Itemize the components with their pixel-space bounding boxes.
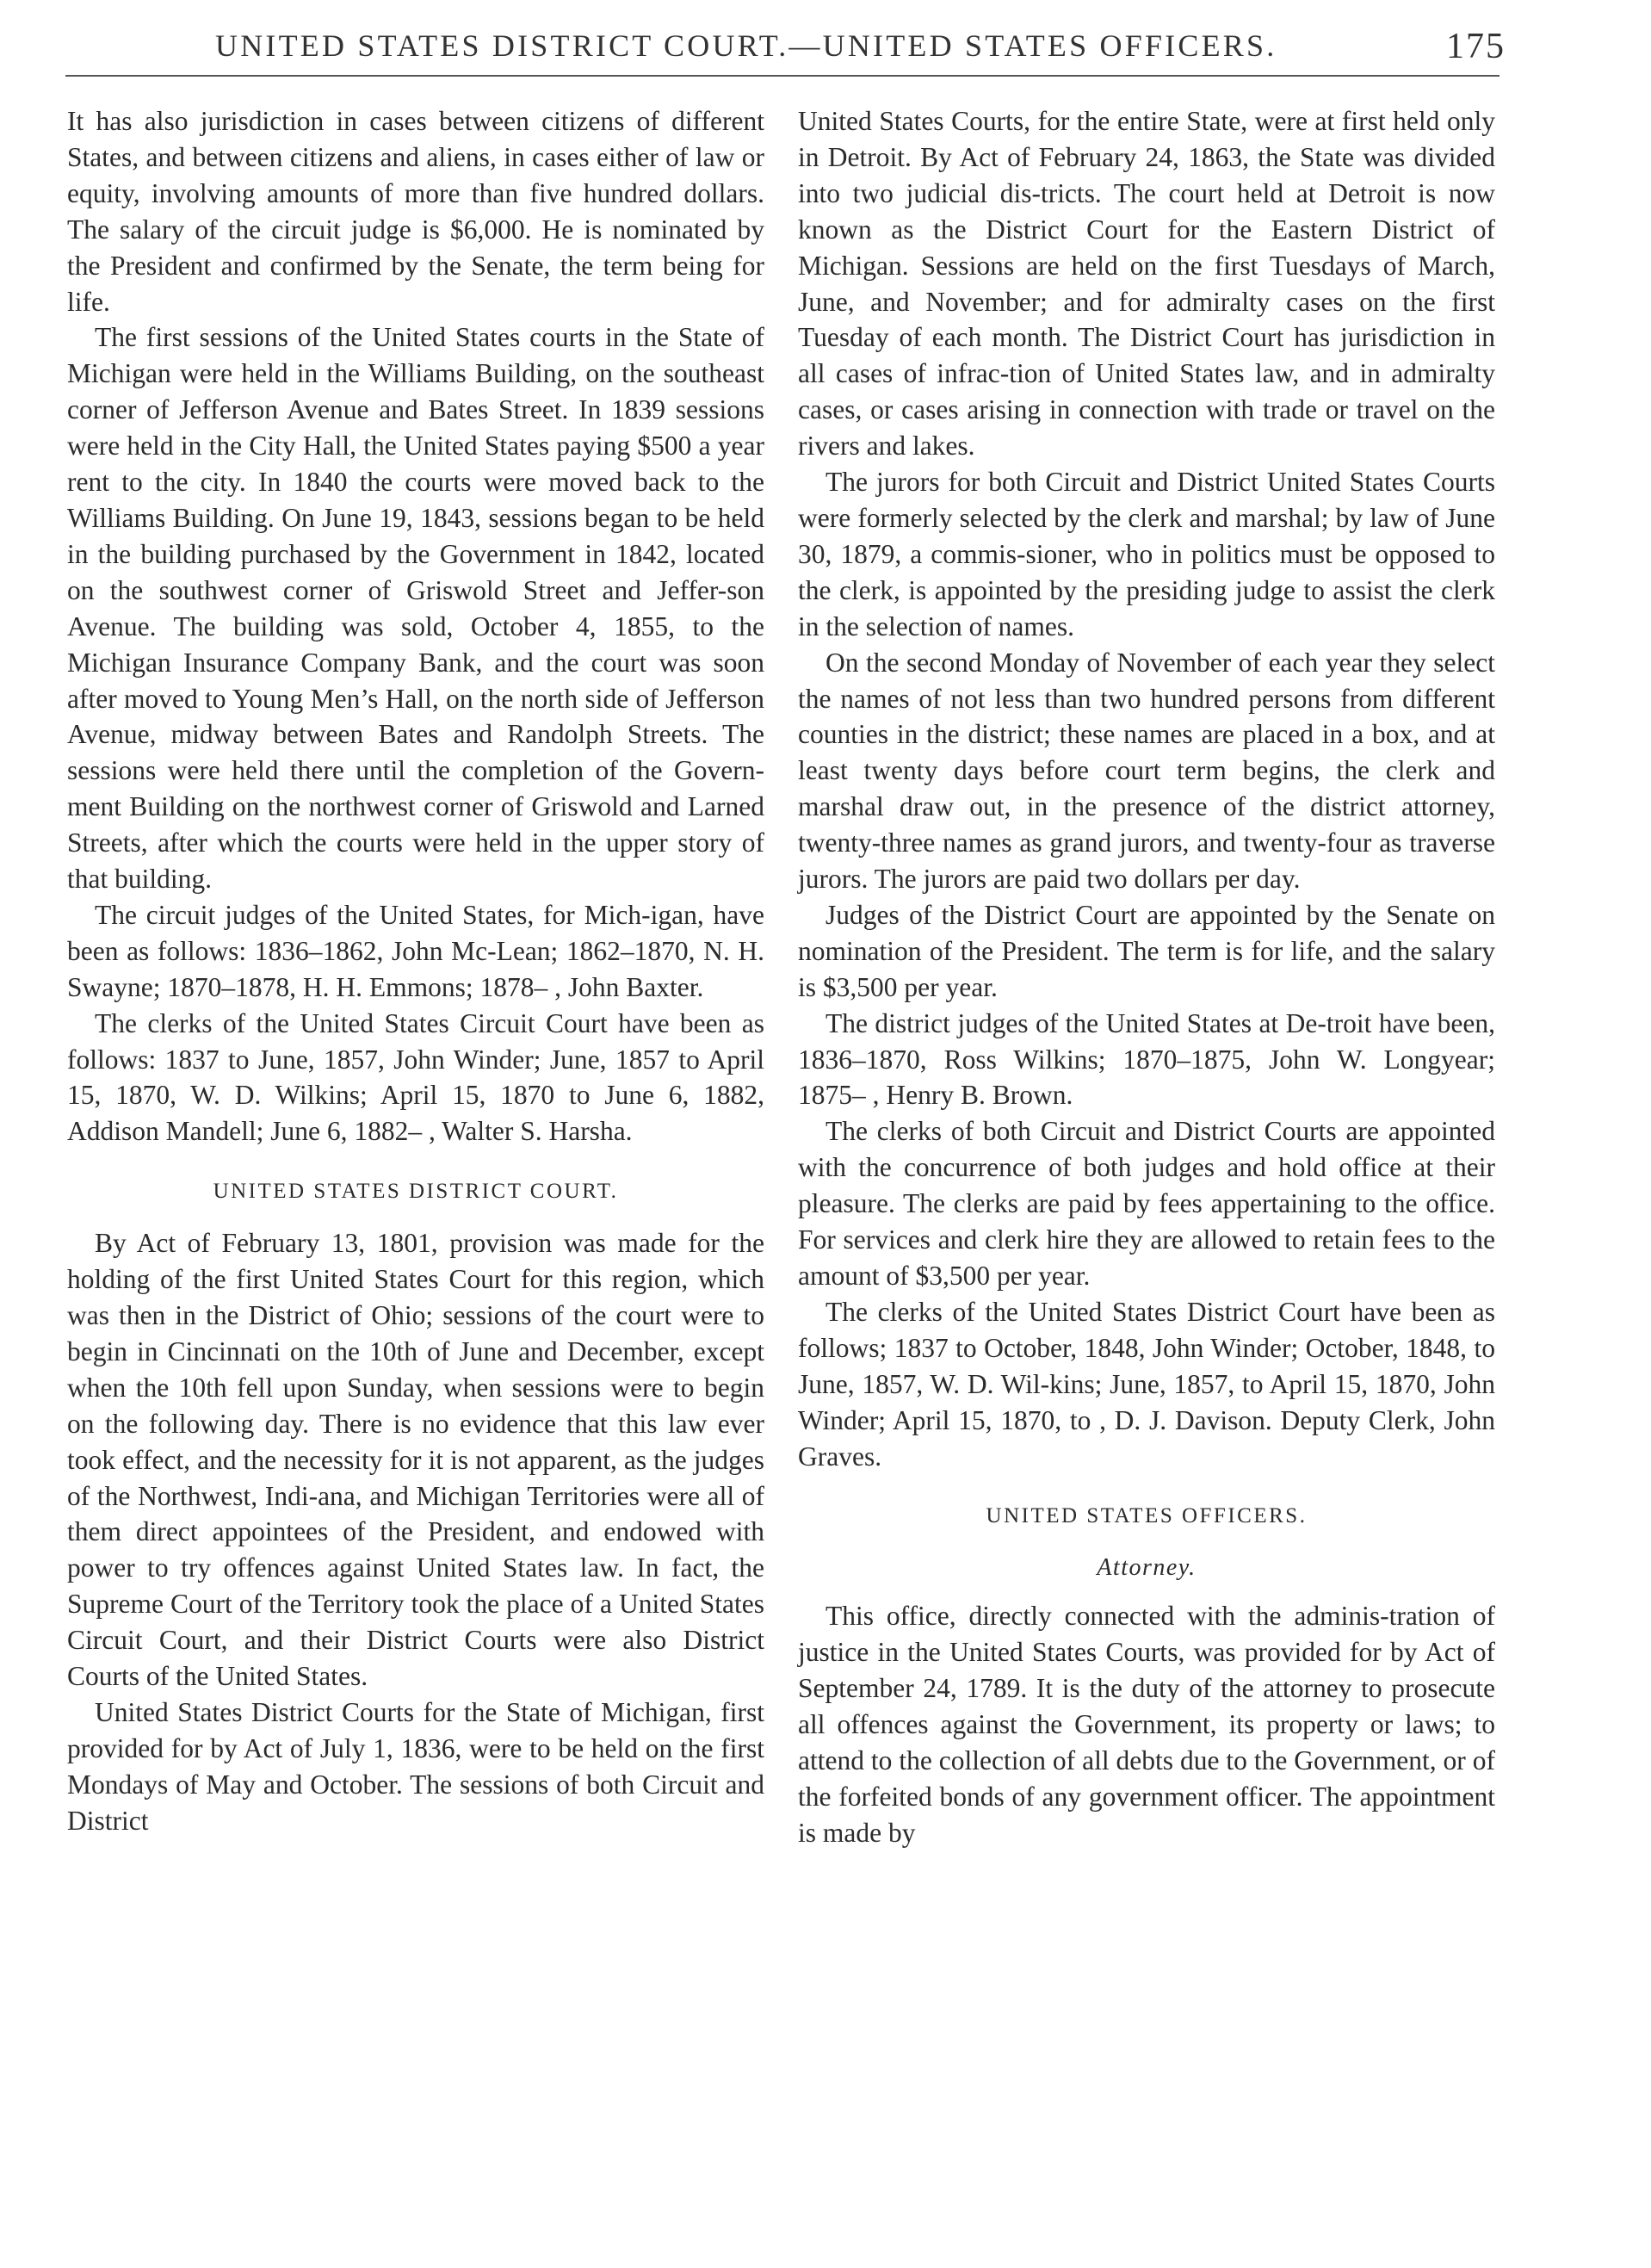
section-heading-officers: UNITED STATES OFFICERS. [986, 1504, 1308, 1528]
paragraph: United States Courts, for the entire State, were at first held only in Detroit. By Act of February 24, 1863, the State was divided into two judicial dis-tricts. The court held at Detroit is now known as the District Court for the Eastern District of Michigan. Sessions are held on the first Tuesdays of March, June, and November; and for admiralty cases on the first Tuesday of each month. The District Court has jurisdiction in all cases of infrac-tion of United States law, and in admiralty cases, or cases arising in connection with trade or travel on the rivers and lakes. [798, 106, 1495, 462]
section-heading-district-court: UNITED STATES DISTRICT COURT. [213, 1180, 619, 1204]
paragraph: This office, directly connected with the adminis-tration of justice in the United States Courts, was provided for by Act of September 24, 1789. It is the duty of the attorney to prosecute all offences against the Government, its property or laws; to attend to the collection of all debts due to the Government, or of the forfeited bonds of any government officer. The appointment is made by [798, 1601, 1495, 1848]
paragraph: The jurors for both Circuit and District United States Courts were formerly selected by the clerk and marshal; by law of June 30, 1879, a commis-sioner, who in politics must be opposed to the clerk, is appointed by the presiding judge to assist the clerk in the selection of names. [798, 467, 1495, 641]
paragraph: The first sessions of the United States courts in the State of Michigan were held in the Williams Building, on the southeast corner of Jefferson Avenue and Bates Street. In 1839 sessions were held in the City Hall, the United States paying $500 a year rent to the city. In 1840 the courts were moved back to the Williams Building. On June 19, 1843, sessions began to be held in the building purchased by the Government in 1842, located on the southwest corner of Griswold Street and Jeffer-son Avenue. The building was sold, October 4, 1855, to the Michigan Insurance Company Bank, and the court was soon after moved to Young Men’s Hall, on the north side of Jefferson Avenue, midway between Bates and Randolph Streets. The sessions were held there until the completion of the Govern-ment Building on the northwest corner of Griswold and Larned Streets, after which the courts were held in the upper story of that building. [67, 322, 764, 895]
running-title: UNITED STATES DISTRICT COURT.—UNITED STATES OFFICERS. [215, 28, 1277, 63]
paragraph: The clerks of both Circuit and District Courts are appointed with the concurrence of both judges and hold office at their pleasure. The clerks are paid by fees appertaining to the office. For services and clerk hire they are allowed to retain fees to the amount of $3,500 per year. [798, 1116, 1495, 1291]
page-number: 175 [1446, 27, 1506, 66]
left-column [67, 103, 764, 1839]
subheading-attorney: Attorney. [1097, 1554, 1197, 1582]
header-rule [65, 75, 1500, 77]
paragraph: Judges of the District Court are appointed by the Senate on nomination of the President. The term is for life, and the salary is $3,500 per year. [798, 899, 1495, 1002]
paragraph: The district judges of the United States at De-troit have been, 1836–1870, Ross Wilkins; 1870–1875, John W. Longyear; 1875– , Henry B. Brown. [798, 1007, 1495, 1111]
paragraph: It has also jurisdiction in cases between citizens of different States, and between citizens and aliens, in cases either of law or equity, involving amounts of more than five hundred dollars. The salary of the circuit judge is $6,000. He is nominated by the President and confirmed by the Senate, the term being for life. [67, 106, 764, 317]
paragraph: On the second Monday of November of each year they select the names of not less than two hundred persons from different counties in the district; these names are placed in a box, and at least twenty days before court term begins, the clerk and marshal draw out, in the presence of the district attorney, twenty-three names as grand jurors, and twenty-four as traverse jurors. The jurors are paid two dollars per day. [798, 647, 1495, 895]
paragraph: The clerks of the United States District Court have been as follows; 1837 to October, 1848, John Winder; October, 1848, to June, 1857, W. D. Wil-kins; June, 1857, to April 15, 1870, John Winder; April 15, 1870, to , D. J. Davison. Deputy Clerk, John Graves. [798, 1296, 1495, 1472]
paragraph: By Act of February 13, 1801, provision was made for the holding of the first United States Court for this region, which was then in the District of Ohio; sessions of the court were to begin in Cincinnati on the 10th of June and December, except when the 10th fell upon Sunday, when sessions were to begin on the following day. There is no evidence that this law ever took effect, and the necessity for it is not apparent, as the judges of the Northwest, Indi-ana, and Michigan Territories were all of them direct appointees of the President, and endowed with power to try offences against United States law. In fact, the Supreme Court of the Territory took the place of a United States Circuit Court, and their District Courts were also District Courts of the United States. [67, 1228, 764, 1692]
paragraph: United States District Courts for the State of Michigan, first provided for by Act of July 1, 1836, were to be held on the first Mondays of May and October. The sessions of both Circuit and District [67, 1696, 764, 1836]
right-column [798, 103, 1495, 1851]
paragraph: The circuit judges of the United States, for Mich-igan, have been as follows: 1836–1862, John Mc-Lean; 1862–1870, N. H. Swayne; 1870–1878, H. H. Emmons; 1878– , John Baxter. [67, 899, 764, 1002]
paragraph: The clerks of the United States Circuit Court have been as follows: 1837 to June, 1857, John Winder; June, 1857 to April 15, 1870, W. D. Wilkins; April 15, 1870 to June 6, 1882, Addison Mandell; June 6, 1882– , Walter S. Harsha. [67, 1007, 764, 1147]
